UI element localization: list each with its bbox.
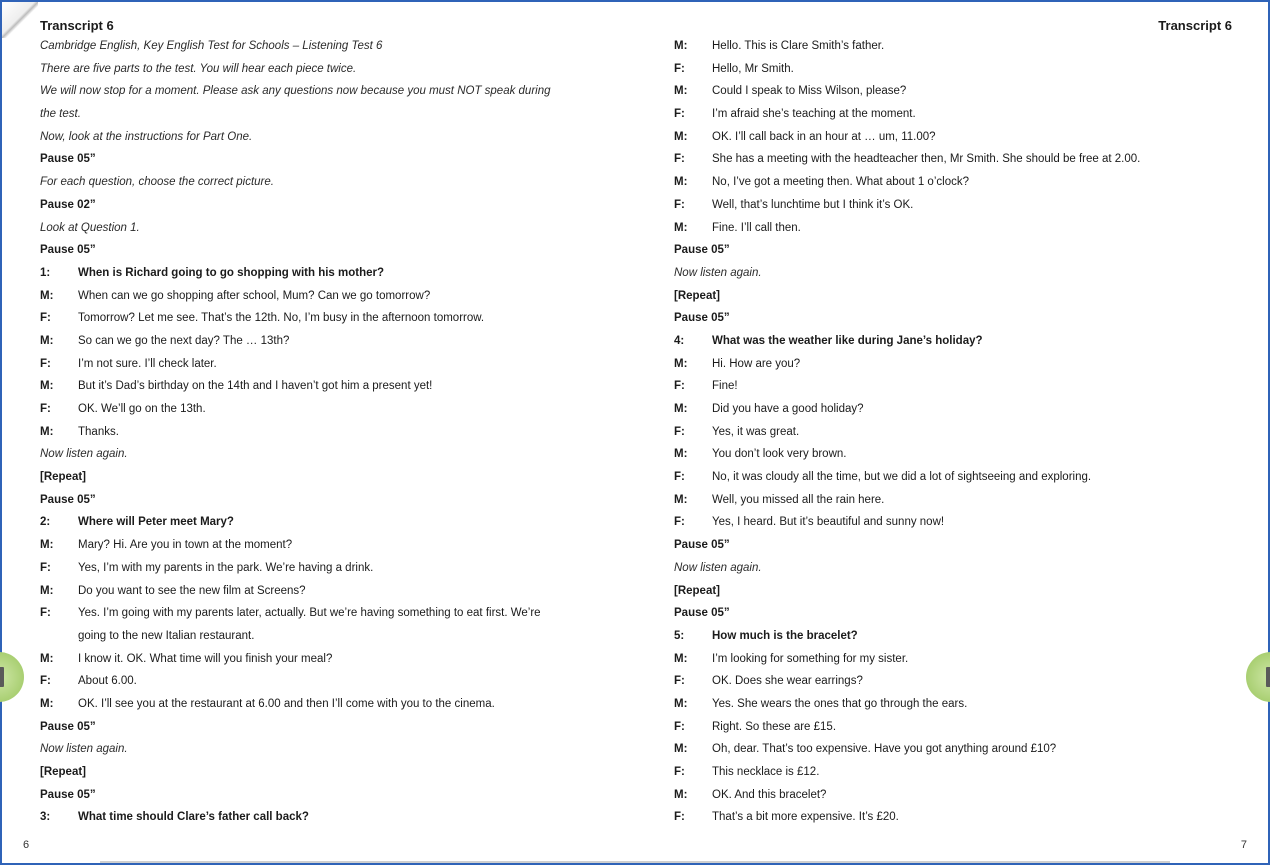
line-text: I’m looking for something for my sister. bbox=[712, 652, 909, 665]
dialogue-line bbox=[674, 421, 1264, 444]
speaker-label: F: bbox=[674, 153, 685, 166]
line-text: Fine. I’ll call then. bbox=[712, 221, 801, 234]
instruction-line: Cambridge English, Key English Test for Schools – Listening Test 6 bbox=[40, 40, 383, 52]
speaker-label: M: bbox=[674, 448, 688, 461]
page-header: Transcript 6 bbox=[40, 18, 114, 33]
line-text: going to the new Italian restaurant. bbox=[78, 629, 255, 642]
dialogue-line bbox=[674, 353, 1264, 376]
speaker-label: F: bbox=[674, 516, 685, 529]
instruction-line: For each question, choose the correct picture. bbox=[40, 176, 274, 189]
dialogue-line bbox=[674, 103, 1264, 126]
line-text: I know it. OK. What time will you finish your meal? bbox=[78, 652, 333, 665]
line-text: Well, that’s lunchtime but I think it’s OK. bbox=[712, 198, 914, 211]
dialogue-line bbox=[674, 375, 1264, 398]
dialogue-line bbox=[674, 443, 1264, 466]
instruction-line: We will now stop for a moment. Please ask any questions now because you must NOT speak during bbox=[40, 85, 551, 98]
speaker-label: M: bbox=[674, 652, 688, 665]
cue-line: Pause 05” bbox=[40, 493, 96, 506]
speaker-label: F: bbox=[40, 561, 51, 574]
dialogue-line bbox=[674, 761, 1264, 784]
line-text: Where will Peter meet Mary? bbox=[78, 516, 234, 529]
cue-line: Pause 02” bbox=[40, 198, 96, 211]
speaker-label: F: bbox=[674, 471, 685, 484]
question-line bbox=[674, 330, 1264, 353]
dialogue-line bbox=[674, 693, 1264, 716]
cue-line: [Repeat] bbox=[674, 289, 721, 302]
line-text: About 6.00. bbox=[78, 675, 137, 688]
line-text: What time should Clare’s father call back? bbox=[78, 811, 309, 824]
dialogue-line bbox=[674, 35, 1264, 58]
dialogue-line bbox=[674, 648, 1264, 671]
dialogue-line bbox=[40, 307, 630, 330]
speaker-label: M: bbox=[674, 788, 688, 801]
speaker-label: M: bbox=[674, 493, 688, 506]
line-text: Did you have a good holiday? bbox=[712, 403, 864, 415]
line-text: So can we go the next day? The … 13th? bbox=[78, 334, 290, 347]
speaker-label: 4: bbox=[674, 334, 685, 347]
speaker-label: F: bbox=[674, 108, 685, 121]
speaker-label: 1: bbox=[40, 266, 51, 279]
page-number: 7 bbox=[1240, 839, 1247, 851]
dialogue-line bbox=[40, 625, 630, 648]
instruction-line: the test. bbox=[40, 108, 81, 121]
speaker-label: M: bbox=[674, 221, 688, 234]
line-text: But it’s Dad’s birthday on the 14th and I haven’t got him a present yet! bbox=[78, 380, 433, 393]
page-header: Transcript 6 bbox=[1158, 18, 1232, 33]
line-text: Fine! bbox=[712, 380, 738, 393]
speaker-label: M: bbox=[674, 40, 688, 52]
speaker-label: M: bbox=[674, 697, 688, 710]
dialogue-line bbox=[674, 398, 1264, 421]
line-text: No, I’ve got a meeting then. What about 1 o’clock? bbox=[712, 176, 969, 189]
speaker-label: F: bbox=[674, 380, 685, 393]
line-text: Right. So these are £15. bbox=[712, 720, 837, 733]
cue-line: Pause 05” bbox=[40, 788, 96, 801]
line-text: Yes, I’m with my parents in the park. We’re having a drink. bbox=[78, 561, 374, 574]
speaker-label: F: bbox=[40, 312, 51, 325]
question-line bbox=[40, 806, 630, 829]
speaker-label: 3: bbox=[40, 811, 51, 824]
dialogue-line bbox=[674, 171, 1264, 194]
line-text: OK. We’ll go on the 13th. bbox=[78, 403, 206, 415]
line-text: Well, you missed all the rain here. bbox=[712, 493, 885, 506]
dialogue-line bbox=[40, 375, 630, 398]
speaker-label: M: bbox=[40, 289, 54, 302]
line-text: Oh, dear. That’s too expensive. Have you got anything around £10? bbox=[712, 743, 1057, 756]
dialogue-line bbox=[674, 716, 1264, 739]
dialogue-line bbox=[40, 557, 630, 580]
dialogue-line bbox=[674, 80, 1264, 103]
speaker-label: F: bbox=[40, 675, 51, 688]
speaker-label: F: bbox=[674, 766, 685, 778]
dialogue-line bbox=[40, 602, 630, 625]
transcript-column bbox=[40, 35, 630, 829]
line-text: Could I speak to Miss Wilson, please? bbox=[712, 85, 907, 98]
dialogue-line bbox=[40, 580, 630, 603]
speaker-label: M: bbox=[40, 539, 54, 552]
dialogue-line bbox=[40, 534, 630, 557]
cue-line: Pause 05” bbox=[40, 244, 96, 257]
question-line bbox=[674, 625, 1264, 648]
line-text: Yes, it was great. bbox=[712, 425, 800, 438]
speaker-label: F: bbox=[40, 403, 51, 415]
dialogue-line bbox=[674, 738, 1264, 761]
line-text: How much is the bracelet? bbox=[712, 629, 858, 642]
instruction-line: There are five parts to the test. You will hear each piece twice. bbox=[40, 62, 357, 75]
chevron-left-icon bbox=[0, 667, 4, 687]
speaker-label: M: bbox=[40, 697, 54, 710]
line-text: Yes. She wears the ones that go through the ears. bbox=[712, 697, 968, 710]
speaker-label: M: bbox=[674, 403, 688, 415]
line-text: No, it was cloudy all the time, but we did a lot of sightseeing and exploring. bbox=[712, 471, 1092, 484]
line-text: Mary? Hi. Are you in town at the moment? bbox=[78, 539, 293, 552]
page-curl-icon[interactable] bbox=[2, 2, 38, 38]
cue-line: Pause 05” bbox=[674, 539, 730, 552]
dialogue-line bbox=[674, 784, 1264, 807]
speaker-label: M: bbox=[40, 584, 54, 597]
line-text: Hi. How are you? bbox=[712, 357, 801, 370]
dialogue-line bbox=[40, 353, 630, 376]
line-text: Do you want to see the new film at Screens? bbox=[78, 584, 306, 597]
dialogue-line bbox=[674, 806, 1264, 829]
dialogue-line bbox=[674, 489, 1264, 512]
speaker-label: M: bbox=[674, 85, 688, 98]
cue-line: [Repeat] bbox=[40, 471, 87, 484]
speaker-label: M: bbox=[674, 176, 688, 189]
line-text: What was the weather like during Jane’s holiday? bbox=[712, 334, 983, 347]
line-text: When is Richard going to go shopping with his mother? bbox=[78, 266, 385, 279]
dialogue-line bbox=[674, 217, 1264, 240]
speaker-label: M: bbox=[674, 357, 688, 370]
line-text: Hello. This is Clare Smith’s father. bbox=[712, 40, 885, 52]
speaker-label: M: bbox=[40, 334, 54, 347]
dialogue-line bbox=[674, 670, 1264, 693]
question-line bbox=[40, 511, 630, 534]
cue-line: [Repeat] bbox=[674, 584, 721, 597]
line-text: I’m afraid she’s teaching at the moment. bbox=[712, 108, 916, 121]
cue-line: Pause 05” bbox=[40, 720, 96, 733]
dialogue-line bbox=[40, 421, 630, 444]
line-text: OK. Does she wear earrings? bbox=[712, 675, 863, 688]
line-text: OK. I’ll call back in an hour at … um, 11.00? bbox=[712, 130, 936, 143]
instruction-line: Look at Question 1. bbox=[40, 221, 140, 234]
cue-line: [Repeat] bbox=[40, 766, 87, 778]
instruction-line: Now listen again. bbox=[674, 266, 762, 279]
instruction-line: Now listen again. bbox=[40, 743, 128, 756]
speaker-label: M: bbox=[40, 652, 54, 665]
line-text: Hello, Mr Smith. bbox=[712, 62, 794, 75]
speaker-label: F: bbox=[674, 62, 685, 75]
line-text: You don’t look very brown. bbox=[712, 448, 847, 461]
speaker-label: F: bbox=[40, 607, 51, 620]
dialogue-line bbox=[40, 330, 630, 353]
instruction-line: Now listen again. bbox=[674, 561, 762, 574]
line-text: Tomorrow? Let me see. That’s the 12th. No, I’m busy in the afternoon tomorrow. bbox=[78, 312, 485, 325]
dialogue-line bbox=[674, 194, 1264, 217]
dialogue-line bbox=[40, 693, 630, 716]
speaker-label: F: bbox=[674, 198, 685, 211]
line-text: Yes. I’m going with my parents later, actually. But we’re having something to eat first. We’re bbox=[78, 607, 541, 620]
speaker-label: F: bbox=[40, 357, 51, 370]
speaker-label: M: bbox=[674, 743, 688, 756]
dialogue-line bbox=[674, 148, 1264, 171]
right-page bbox=[635, 0, 1270, 865]
speaker-label: 2: bbox=[40, 516, 51, 529]
cue-line: Pause 05” bbox=[674, 312, 730, 325]
line-text: She has a meeting with the headteacher then, Mr Smith. She should be free at 2.00. bbox=[712, 153, 1141, 166]
speaker-label bbox=[40, 625, 78, 648]
cue-line: Pause 05” bbox=[40, 153, 96, 166]
dialogue-line bbox=[674, 58, 1264, 81]
line-text: Thanks. bbox=[78, 425, 119, 438]
line-text: OK. I’ll see you at the restaurant at 6.00 and then I’ll come with you to the cinema. bbox=[78, 697, 495, 710]
dialogue-line bbox=[40, 285, 630, 308]
dialogue-line bbox=[40, 398, 630, 421]
dialogue-line bbox=[40, 648, 630, 671]
cue-line: Pause 05” bbox=[674, 244, 730, 257]
dialogue-line bbox=[674, 126, 1264, 149]
dialogue-line bbox=[674, 511, 1264, 534]
line-text: I’m not sure. I’ll check later. bbox=[78, 357, 217, 370]
line-text: That’s a bit more expensive. It’s £20. bbox=[712, 811, 899, 824]
line-text: This necklace is £12. bbox=[712, 766, 820, 778]
dialogue-line bbox=[40, 670, 630, 693]
cue-line: Pause 05” bbox=[674, 607, 730, 620]
line-text: OK. And this bracelet? bbox=[712, 788, 827, 801]
instruction-line: Now listen again. bbox=[40, 448, 128, 461]
page-number: 6 bbox=[23, 839, 30, 851]
speaker-label: M: bbox=[40, 380, 54, 393]
transcript-column bbox=[674, 35, 1264, 829]
line-text: Yes, I heard. But it’s beautiful and sunny now! bbox=[712, 516, 945, 529]
speaker-label: M: bbox=[674, 130, 688, 143]
instruction-line: Now, look at the instructions for Part One. bbox=[40, 130, 253, 143]
speaker-label: 5: bbox=[674, 629, 685, 642]
speaker-label: F: bbox=[674, 675, 685, 688]
speaker-label: F: bbox=[674, 811, 685, 824]
dialogue-line bbox=[674, 466, 1264, 489]
speaker-label: F: bbox=[674, 425, 685, 438]
speaker-label: M: bbox=[40, 425, 54, 438]
line-text: When can we go shopping after school, Mum? Can we go tomorrow? bbox=[78, 289, 431, 302]
question-line bbox=[40, 262, 630, 285]
speaker-label: F: bbox=[674, 720, 685, 733]
page-divider bbox=[100, 861, 1170, 863]
chevron-right-icon bbox=[1266, 667, 1270, 687]
